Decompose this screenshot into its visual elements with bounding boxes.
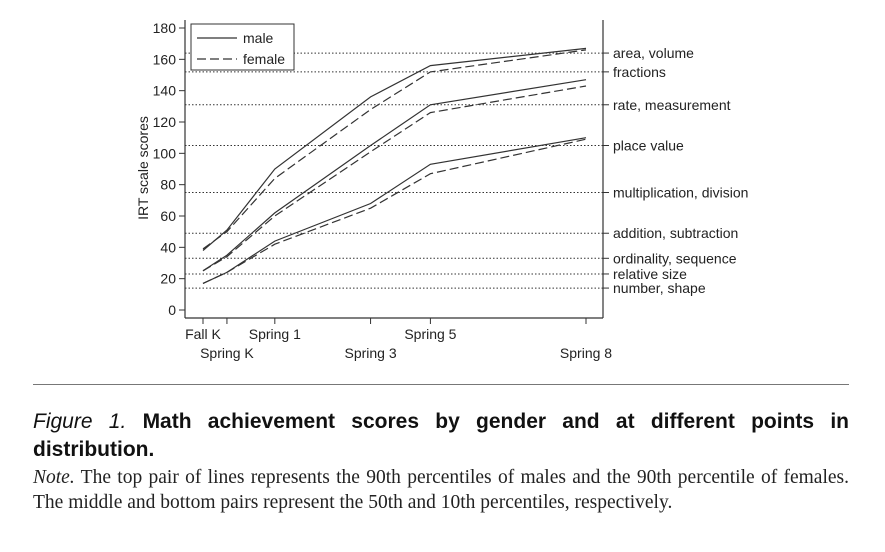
x-tick-label: Spring 5 (404, 326, 457, 342)
caption-title-part2: distribution. (33, 438, 155, 461)
reference-label: number, shape (613, 280, 706, 297)
reference-label: ordinality, sequence (613, 250, 737, 267)
series-line-female (203, 139, 586, 283)
x-tick-label: Fall K (185, 326, 221, 342)
figure-note (33, 465, 849, 515)
series-line-male (203, 80, 586, 271)
reference-label: area, volume (613, 45, 694, 62)
y-tick-label: 180 (152, 20, 176, 36)
y-tick-label: 80 (160, 176, 176, 193)
figure-label: Figure 1. (33, 410, 127, 433)
y-tick-label: 40 (160, 239, 176, 256)
series-line-female (203, 50, 586, 249)
caption-line-1 (33, 408, 849, 436)
figure-caption (33, 408, 849, 464)
legend-label-male: male (243, 30, 274, 46)
note-label: Note. (33, 467, 75, 488)
y-tick-label: 20 (160, 270, 176, 287)
legend-label-female: female (243, 51, 286, 67)
series-line-male (203, 138, 586, 284)
reference-label: rate, measurement (613, 96, 731, 113)
y-tick-label: 100 (152, 145, 176, 162)
reference-label: fractions (613, 63, 666, 80)
x-tick-label: Spring 1 (248, 326, 301, 342)
caption-title-part1: Math achievement scores by gender and at different points in (142, 410, 849, 433)
y-tick-label: 0 (168, 302, 176, 318)
series-line-male (203, 48, 586, 250)
reference-label: relative size (613, 265, 687, 282)
divider-rule (33, 384, 849, 385)
x-tick-label: Spring 8 (559, 345, 613, 361)
reference-label: multiplication, division (613, 184, 749, 201)
note-text: The top pair of lines represents the 90th percentiles of males and the 90th percentile of females. The middle and bottom pairs represent the 50th and 10th percentiles, respectively. (33, 467, 850, 513)
y-tick-label: 140 (152, 82, 176, 99)
x-tick-label: Spring 3 (344, 345, 397, 361)
y-tick-label: 60 (160, 208, 176, 224)
x-tick-label: Spring K (200, 345, 254, 361)
reference-lines (185, 45, 748, 296)
reference-label: addition, subtraction (613, 225, 739, 242)
series-line-female (203, 86, 586, 271)
y-axis-label: IRT scale scores (135, 116, 151, 220)
series-lines (203, 48, 586, 283)
legend (191, 24, 294, 70)
reference-label: place value (613, 137, 684, 154)
y-tick-label: 160 (152, 51, 176, 68)
y-tick-label: 120 (152, 114, 176, 130)
tick-labels (153, 20, 613, 361)
